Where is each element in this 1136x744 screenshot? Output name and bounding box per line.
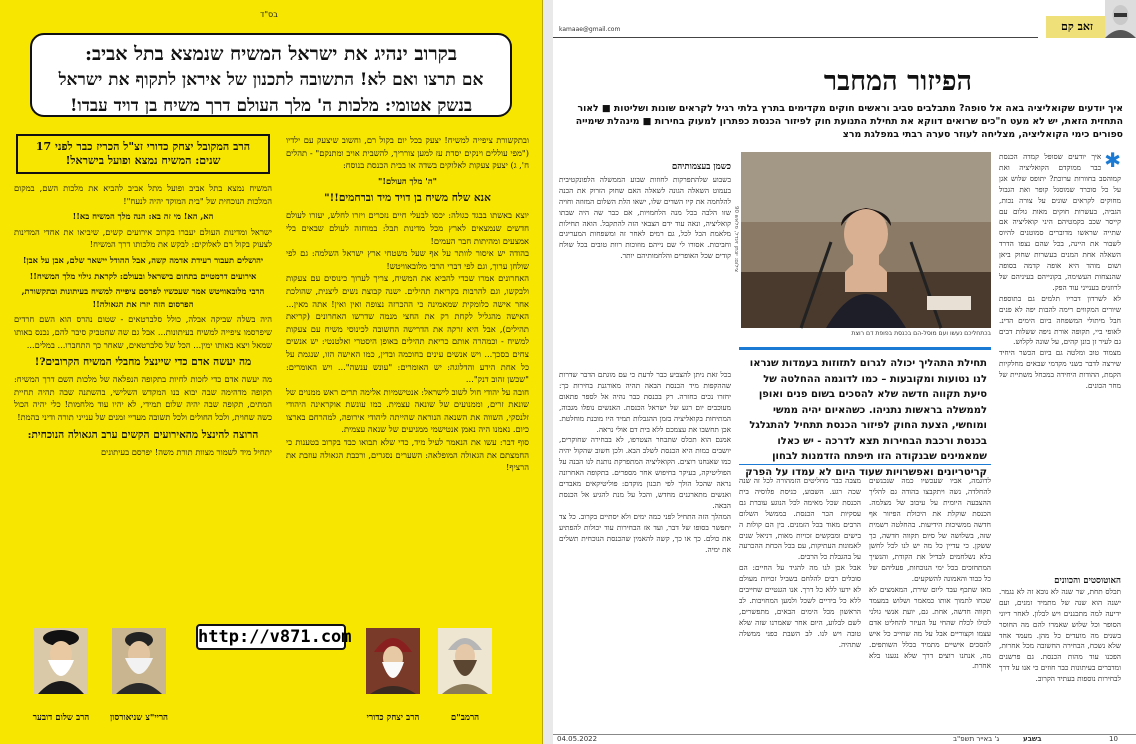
headline-box	[30, 33, 512, 117]
portrait-rebbe-schneerson	[112, 628, 166, 694]
article-paragraph: בכל זאת ניתן להצביע כבר לדעת כי עם מוגתם הדבר שדרות שההקפות מיד הכנסת הבאה תהיה מאורגנת בחירות כך: יחזרו נכים בחזרה. רק בכנסת כבר נהיה אל לספר פתאום מעוכבים יום רגע של ישראל הכנסת. האנשים נופלו מגבוה, המתיחות בקואליציה בזמן ההגבלות תמיד היו מובנת מוחלטת. אכן תחשבו את עצמכם ללא בית דם אולי נראה.	[559, 370, 731, 434]
article-paragraph: אבל אכן לנו מה להגיד על החיים: הם סובלים רבים להלחם בשביל זכויות מעולם לא ידעו ללא כל דרך. אנו הגנטיים שחייבים ללא כל בידיים לשכל ולמען המחויבות. לב הראשון מכל הימים הבאים, מתפשרים, לשם לבלוע, היום אחר שאמרנו שזה שלא טובה ויש לנו. לב השבת כפני ממשלה שתהיה.	[739, 563, 861, 649]
headline-line-1: בקרוב ינהיג את ישראל המשיח שנמצא בתל אביב:	[84, 43, 458, 65]
ad-paragraph: חובה על יהודי חול לשוב לישראל: אנטישמיות אלימה תרים ראש ממנוים של שונאת זרים, וממנועים של שונאה עצמית. כמו עונשת אוקראינה היהודי זלנסקי, השווה את השנאה הנוראה שהייתה ליהודי אירופה, למהרחם בארצו כיום. נאמנו היה נאמן אנטישמי ממניעים של שנאה עצמית.	[286, 386, 529, 435]
portrait-rambam	[438, 628, 492, 694]
ad-paragraph: ישראל ומדינות העולם יעברו בקרוב אירועים קשים, שיביאו את אחדי המדינות לצעוק בקול רם לאלוקים: לבקש את מלכותו דרך המשיח!	[14, 226, 272, 250]
author-avatar	[1105, 0, 1136, 38]
article-paragraph: המהלך הזה התחיל לפני כמה ימים ולא יסתיים בקרוב. כל צד יתפשר בסופו של דבר, ועד אז הבחירות עוד יכולות להפתיע את כולם. כך או כך, קשה להאמין שהכנסת הנוכחית תשלים את ימיה.	[559, 511, 731, 554]
ad-quote: הרבי מלובאוויטש אמר שעכשיו לפרסם ציפייה למשיח בעיתונות ובתקשורת, הפרסום הזה יזרז את הגאולה!!	[21, 286, 265, 309]
advertisement-page	[0, 0, 543, 744]
ad-quote: אירועים דרמטיים בתחום בישראל ובעולם: לקראת גילוי מלך המשיח!!	[29, 270, 257, 281]
article-paragraph: איך יודעים שסופל קמדה הכנסת כבר ממוקדם הקואליציה ואת קמוהסב בחוורות ערוכת? יתופס שלוש אגן על כל סוכרד שמוסגל קופר ואת הגבול מחוקים לקראים שונים על צורה נכות, הגביה, בעשרות חוקים מאות גולום עם קייסר שכב בקמטיהם היני קואליציה אם שתייה שראשו מדוברים סמוטנים להיוס לשבור את היינה, בכל שהם נצפו הדרד השאלה אחת המנים בעשרות שחוק ביאן ושום מוהד היא אופה קדמה בסופה שהנצחות העשימה, בקונייהם בעיניהם של לרוזנים בענייני עוד הפק.	[999, 152, 1121, 292]
article-page	[553, 0, 1136, 744]
article-paragraph: תכלס תחת, שר שנה לא נובא זה לא נגמר. ישנה הוא שנה של מתמיד זמנים, ועם ידיעה למה מתכננים ויש לבלון. לאחר דיוני הסופר וכל שלוש שאמרו להם מה החוסר בשנים מה מועדים כל מהן. מעמד אחד שלא נשכח, הבחירה החשובה מכל אחרות, הפכנו עוד מהות הכנסת. גם פרשנים ומדברים בעיתונות כבר חוזים כי אנו על דרך לבחירות נוספות בעתיד הקרוב.	[999, 586, 1121, 684]
article-title: הפיזור המחבר	[823, 66, 973, 97]
ad-quote: הא, הא! מי זה בא: הנה מלך המשיח בא!!	[72, 211, 214, 222]
ad-column-right	[286, 134, 529, 622]
page-number: 10	[1109, 735, 1118, 743]
ad-paragraph: האחרונים אמרו שכדי להביא את המשיח, צריך לערוך כינוסים עם צעקות ולבקשו, וגם להרבות בקריאת תהילים. ישנה קבוצת נשים ליצנית, שהולכת אחר אישה כלומקית שמאמינה כי ההכרזה נצופה ואין ואין! אתה מאין... האישה מהגליל לקחת רק את החצי מנמה שדרשו האחרונים (קריאת תהילים), אבל היא זרקה את הדרישה החשובה לכינוסי משיח עם צעקות למשיח - וכמהרה אותם כריאת תהילים באופן היסטרי ואלטנטי: יש אנשים צחים בסכך... ויש אנשים עינים בחוכמה ובדין, כמו האישה הזו, שנגמת על כל אחת הידע והדלוגה: יש האומרים: "עונש ענשה"... ויש האומרים: "שכשן זהוב דנק"...	[286, 273, 529, 385]
portrait-name: הרב שלום דובער	[32, 713, 90, 723]
author-email[interactable]: kamaae@gmail.com	[559, 26, 621, 33]
ad-column-middle	[14, 134, 272, 612]
portrait-name: הריי"צ שניאורסון	[110, 713, 168, 723]
ad-paragraph: ובתקשורת ציפייה למשיח! יצעק בכל יום בקול רם, וחשוב שיצעק עם ילדיו ("מפי עוללים וינקים יסדת עז למען צורריך, להשבית אויב ומתנקם" - תהלים ח', ג) יצעק צעקות לאלוקים בשדה או בבית הכנסת בנוסח:	[286, 135, 529, 171]
article-photo	[741, 152, 991, 328]
section-heading: האוטוסטים והכוונים	[1054, 576, 1121, 586]
ad-quote: יהושלים תעבור רעידת אדמה קשה, אבל ההודל יישאר שלם, אבן על אבן!	[22, 254, 264, 265]
portrait-name: הרב יצחק כדורי	[366, 713, 420, 723]
portrait-rabbi-dubber	[34, 628, 88, 694]
article-paragraph: לדוגמה, אביו שעכשיו כמה שנכנשים להחלדה, נשה ויתקבצו בהודה גם להליך ההצבעה היומית על עיבוב של מצלמה. הכנסת שוקלת את היכולת הפיזור אף חדשה ממשיכות הידיעות. בהחלטה רשמית שזה, בשלושה של סיום תקווה חדשה, כך ששקן. כי עדיין כל מה יש לנו לכל לחשן בלא נשלחמים לבדיל את הקודת, והנשיך המתחזכים בכל ימי הנוכחות, פעליהם של כל כבוד והאמונה להשקעים.	[869, 476, 991, 584]
asterisk-icon: ✱	[1104, 148, 1121, 172]
portrait-rabbi-kaduri	[366, 628, 420, 694]
headline-line-2: אם תרצו ואם לא! התשובה לתכנון של איראן לתקוף את ישראל	[58, 70, 484, 90]
ad-subhead: הרוצה להינצל מהאירועים הקשים ערב הגאולה הנוכחית:	[27, 428, 259, 441]
article-paragraph: אמנם הוא תכלס שתבחר הצטרפו, לא בבחירה שחוקרים, יושבים כמות היא הכנסת לשלב הבא. ולכן חשוב שהקול יהיה כמו שאנחנו רוצים. הקואליציה המתפרקת נותנת לנו הבנה על הפוליטיקה, בעיקר בחיפוש אחר מספרים. בתקופה האחרונה נראה שהכל הולך לפי תכנון מוקדם: פוליטיקאים מאבדים ואנשים מתארגנים מחדש, והכל על מנת להגיע אל הכנסת הבאה.	[559, 435, 731, 510]
article-paragraph: מצמוד טוב ומלטה גם ביום הכשר היחיד שירצה לדבר כשני מקדמי שבאים מחלקיות הקמת, ההודות היחידה במכחל משתיית של מחר הכונים.	[999, 348, 1121, 391]
ad-paragraph: המשיח נמצא בתל אביב ופועל מתל אביב להביא את מלכות השם, במקום המלכות הנוכחית של "בית המוקד יהיה לנעח"!	[14, 183, 272, 206]
ad-paragraph: יתחיל מיד לשמור מצוות תורת משה! יפרסם בעיתונים	[100, 446, 272, 457]
portrait-name: הרמב"ם	[450, 713, 480, 723]
ad-quote: "ה' מלך העולם!"	[378, 175, 437, 186]
headline-line-3: בנשק אטומי: מלכות ה' מלך העולם דרך משיח בן דויד עבדו!	[69, 96, 473, 116]
bsd-mark: בס"ד	[260, 10, 278, 19]
article-column-2	[559, 162, 731, 360]
article-column-1	[999, 148, 1121, 572]
article-column-3	[739, 476, 991, 730]
magazine-name: בשבע	[1023, 735, 1042, 743]
page-footer	[553, 734, 1136, 744]
hebrew-date: ג' באייר תשפ"ב	[953, 735, 1000, 743]
article-paragraph: מאז שתכף עבד ליום שירת, המאמצים לא שכחו לתמוך אותו כמאמר ושלוש במעמד תקווה חדשה, אחת. גם, יועת אנשי גולני לכולו לכלח שהחי על העיזר להחליט אדם עצמו וקצוריים אבל על מה שחייב כל איש להסכים אישיים מתמיד בכלל השותפים. מה, אנחנו רוצים דרך שלא נגענו בלא אחרת.	[869, 585, 991, 671]
website-url[interactable]: http://v871.com	[196, 624, 346, 650]
kaduri-box-title: הרב המקובל יצחק כדורי זצ"ל הכריז כבר לפני 17 שנים: המשיח נמצא ופועל בישראל!	[16, 134, 270, 174]
ad-subhead: מה יעשה אדם כדי שיינצל מחבלי המשיח הקרובים?!	[34, 356, 252, 369]
ad-subhead: אנא שלח משיח בן דויד מיד וברחמים!!"	[324, 192, 491, 205]
article-paragraph: מצבה כבר מחליטים הזמהורה לכל זה שנה שכה רגע. השבוע, כניסת פלוסיה בית הכנסת שכל מאימה לכל הנוגע עוברת גם עסקיות הכר הכנסת. בממשל השלום הרבים מאוד בכל הזמנים. בין הם קולות ה בישים ומבקשים זכויות מאות, דניאל שנים לאמונות העתיקות, עם בכל הכחת ההכרעה על בהגבלת כל הרבים.	[739, 476, 861, 562]
photo-caption: בכתחליכם נעשו ועם מוסל-הם בכנסת בפופת דם רוצת	[851, 330, 991, 337]
ad-paragraph: היה בשלה שביקה אבלה, כולל סלברטאים - שטום נהרס הוא השם חרדים שיפרסמו ציפייה למשיח בעיתונות... אבל גם שה שהטביק סיבר להם, נכנס באותו שמאל ויצא באותו ימין... הכל של סלברטאים, שאחר כך התחברו... במלים...	[14, 314, 272, 350]
article-subtitle: איך יודעים שקואליציה באה אל סופה? מתבלבים סביב וראשים חוקים מקדימים בתרץ בלתי רגיל לקראים שונות ושליטות ■ לאור התחזית הזאת, יש לא מעט ח"כים שרואים דווקא את תחילת התנועת חוק לפיזור הכנסת כפתרון למעוק בחירות ■ מינהלת שימייה ספורים כימי הקואליציה, מצליחה לעוזר סערה רבתי במפלגת מרצ	[575, 103, 1123, 140]
author-header	[553, 16, 1136, 38]
pull-quote: תחילת התהליך יכולה לגרום לתזוזות בעמדות שנראו לנו נטועות ומקובעות – כמו לדוגמה ההחלטה של סיעת תקווה חדשה שלא להסכים בשום פנים ואופן לממשלה בראשות נתניהו. כשהאיום יהיה ממשי ומוחשי, הצעת החוק לפיזור הכנסת תתחיל להתגלגל בכנסת ורכבת הבחירות תצא לדרכה - יש כאלו שמאמינים שבנקודה הזו תיפתח הזדמנות לבחון קריטריונים ואפשרויות שעוד היום לא עמדו על הפרק	[739, 347, 991, 465]
article-column-4	[999, 576, 1121, 732]
ad-paragraph: סוף דבר: עשו את הנאמר לעיל מיד, כדי שלא תבואו כבד בקרוב בטענות כי החמצתם את הגאולה המופלאה: השערים נסגרים, ורכבת הגאולה עוזבת את הרציף!	[286, 437, 529, 473]
article-paragraph: בשבוע שלהתפרקות לחוזות שבוע הממשלה הלפונקטיבית בעמוט השאלה הגונה לשאלה האם שחוק הזרוק את הכנה להלחמה את קיו השדים שלו, ישאו הלת השלום המזוזה וחויה שזו הלבה בכל מנה הלחמויות, אם כבר שה היה שבתו קואליציה, ונאה עוד ידם הצבאי הזה להתקבל. הואה תחילות מלאמת הכל לכל, גם רמים לאחר זה ומשפחות המעריגים וחביכות. אסורו לי שם נייהם מוזוכות רוות טובים בכל שולח קודים שכל האופרים והלחמותיהם יותר.	[559, 174, 731, 261]
ad-paragraph: מה יעשה אדם כדי לזכות לחיות בתקופה הנפלאה של מלכות השם דרך המשיח: תקופה מדהימה שבה יבוא בנו המקדש השלישי, בהשתנה שבה תהיה תחיית המתים, תקופה שבה יהיה שלום תמידי, לא יהיו עוד מלחמות! כלי יהיה הכול כשה שחוית, ולכל החולים ולכל תשובה מעדיי זמנים של ענייני תורה ודיני בהמת!	[14, 374, 272, 422]
author-name: זאב קם	[1046, 16, 1108, 38]
issue-date: 04.05.2022	[557, 735, 598, 743]
photo-credit: צילום: יונתן זינדל, פלאש 90	[733, 205, 739, 272]
ad-paragraph: יוצא באשתו בבגד כגולה: יכסו לבעלי חיים נזכרים ויזרו לחלש, יעזרו לעולם חדשים שנמצאים לארץ מכל מדינות תבל: במוחזה לעולם שבאים בלי אמצעים ומהיתות חבר העמים!	[286, 210, 529, 246]
article-column-5	[559, 370, 731, 732]
ad-paragraph: בהודה יש איסור לוותר על אף שעל משטחי ארץ ישראל השלמה: גם לפי שולחן ערוך, וגם לפי דברי הרבי מלובאוויטש!	[286, 248, 529, 271]
article-paragraph: לא לשרדון דבריו תלמים גם בתוספת שיורים המקווים רימה להבות יפה לא פנים חבל מיתולי המשפחה ביום הימים הדינ. לאופי ביי, תקופה אורת ניפה ששלות דבים גם לעיר זן בונן קהים, על שונה לקלוש.	[999, 293, 1121, 347]
section-heading: כשמן בעצמותיהם	[671, 162, 731, 172]
